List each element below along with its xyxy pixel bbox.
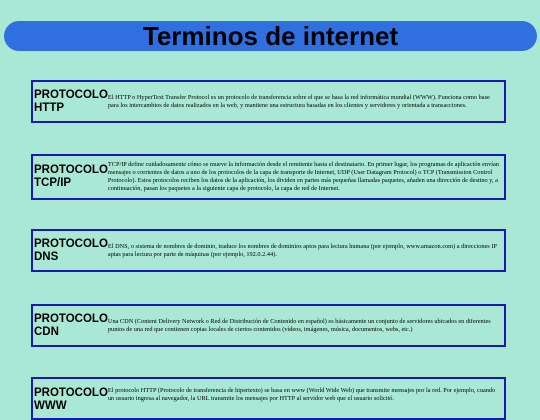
term-title: PROTOCOLO TCP/IP [34, 164, 108, 189]
term-card-dns [31, 229, 506, 272]
term-card-tcpip [31, 154, 506, 200]
term-title: PROTOCOLO CDN [34, 312, 108, 338]
term-description: El HTTP o HyperText Transfer Protocol es un protocolo de transferencia sobre el que se basa la red informática mundial (WWW). Funciona como base para los intercambios de datos realizados en la web, y mantiene una estructura basadas en los clientes y servidores y orientada a transacciones. [107, 93, 490, 109]
term-card-www [31, 377, 506, 420]
term-description: TCP/IP define cuidadosamente cómo se mueve la información desde el remitente hasta el destinatario. En primer lugar, los programas de aplicación envían mensajes o corrientes de datos a uno de los protocolos de la capa de transporte de Internet, UDP (User Datagram Protocol) o TCP (Transmission Control Protocolo). Estos protocolos reciben los datos de la aplicación, los dividen en partes más pequeñas llamadas paquetes, añaden una dirección de destino y, a continuación, pasan los paquetes a la siguiente capa de protocolo, la capa de red de Internet. [107, 161, 499, 192]
page-header [4, 21, 537, 51]
term-card-http [31, 80, 506, 123]
term-description: Una CDN (Content Delivery Network o Red de Distribución de Contenido en español) es básicamente un conjunto de servidores ubicados en diferentes puntos de una red que contienen copias locales de ciertos contenidos (vídeos, imágenes, música, documentos, webs, etc.) [107, 317, 491, 333]
term-card-cdn [31, 304, 506, 347]
term-title: PROTOCOLO WWW [34, 387, 108, 412]
page-title: Terminos de internet [142, 21, 399, 51]
term-title: PROTOCOLO DNS [34, 237, 108, 263]
term-description: El protocolo HTTP (Protocolo de transferencia de hipertexto) se basa en www (World Wide Web) que transmite mensajes por la red. Por ejemplo, cuando un usuario ingresa al navegador, la URL transmite los mensajes por HTTP al servidor web que el usuario solicitó. [107, 387, 496, 402]
term-description: El DNS, o sistema de nombres de dominio, traduce los nombres de dominios aptos para lectura humana (por ejemplo, www.amazon.com) a direcciones IP aptas para lectura por parte de máquinas (por ejemplo, 192.0.2.44). [107, 242, 497, 258]
term-title: PROTOCOLO HTTP [34, 88, 108, 114]
